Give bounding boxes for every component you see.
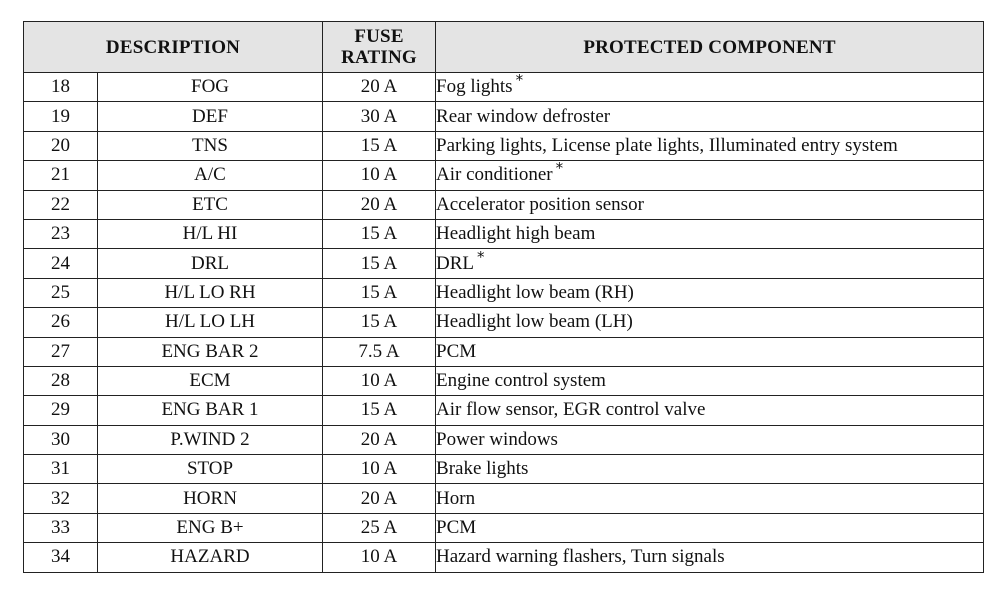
table-row <box>24 102 984 131</box>
protected-component-cell <box>436 366 984 395</box>
table-row <box>24 455 984 484</box>
table-row <box>24 161 984 190</box>
component-label: Headlight low beam (RH) <box>436 281 634 303</box>
component-label: Accelerator position sensor <box>436 193 644 215</box>
component-label: Brake lights <box>436 458 529 480</box>
fuse-number-cell: 34 <box>24 543 98 572</box>
fuse-description-cell: H/L HI <box>98 219 323 248</box>
table-row <box>24 249 984 278</box>
component-label: Hazard warning flashers, Turn signals <box>436 546 725 568</box>
protected-component-cell <box>436 278 984 307</box>
fuse-description-cell: TNS <box>98 131 323 160</box>
fuse-number-cell: 19 <box>24 102 98 131</box>
fuse-table <box>23 21 984 573</box>
component-label: Air conditioner <box>436 164 553 186</box>
fuse-rating-header <box>323 22 436 73</box>
fuse-rating-cell: 7.5 A <box>323 337 436 366</box>
fuse-description-cell: H/L LO LH <box>98 308 323 337</box>
component-label: Horn <box>436 487 476 509</box>
component-label: PCM <box>436 517 477 539</box>
table-row <box>24 219 984 248</box>
fuse-number-cell: 22 <box>24 190 98 219</box>
table-row <box>24 396 984 425</box>
component-label: Headlight high beam <box>436 223 596 245</box>
protected-component-cell <box>436 161 984 190</box>
fuse-number-cell: 26 <box>24 308 98 337</box>
table-row <box>24 366 984 395</box>
table-row <box>24 308 984 337</box>
fuse-number-cell: 24 <box>24 249 98 278</box>
protected-component-cell <box>436 337 984 366</box>
fuse-rating-cell: 10 A <box>323 455 436 484</box>
fuse-number-cell: 20 <box>24 131 98 160</box>
fuse-rating-cell: 15 A <box>323 249 436 278</box>
fuse-rating-header-line1: FUSE <box>354 26 404 47</box>
fuse-number-cell: 27 <box>24 337 98 366</box>
fuse-number-cell: 25 <box>24 278 98 307</box>
fuse-number-cell: 31 <box>24 455 98 484</box>
table-row <box>24 73 984 102</box>
fuse-description-cell: ENG B+ <box>98 513 323 542</box>
protected-component-cell <box>436 513 984 542</box>
fuse-rating-cell: 15 A <box>323 278 436 307</box>
description-header: DESCRIPTION <box>24 22 323 73</box>
protected-component-cell <box>436 190 984 219</box>
asterisk-icon: * <box>515 71 524 90</box>
component-label: DRL <box>436 252 475 274</box>
fuse-number-cell: 18 <box>24 73 98 102</box>
table-row <box>24 131 984 160</box>
fuse-description-cell: STOP <box>98 455 323 484</box>
fuse-rating-cell: 10 A <box>323 366 436 395</box>
component-label: Headlight low beam (LH) <box>436 311 633 333</box>
component-label: Engine control system <box>436 370 606 392</box>
fuse-table-body <box>24 73 984 573</box>
fuse-description-cell: H/L LO RH <box>98 278 323 307</box>
component-label: PCM <box>436 340 477 362</box>
table-row <box>24 513 984 542</box>
fuse-rating-cell: 30 A <box>323 102 436 131</box>
fuse-description-cell: FOG <box>98 73 323 102</box>
component-label: Air flow sensor, EGR control valve <box>436 399 706 421</box>
fuse-description-cell: P.WIND 2 <box>98 425 323 454</box>
fuse-rating-cell: 15 A <box>323 219 436 248</box>
protected-component-cell <box>436 102 984 131</box>
fuse-number-cell: 28 <box>24 366 98 395</box>
table-row <box>24 484 984 513</box>
fuse-number-cell: 23 <box>24 219 98 248</box>
fuse-description-cell: DRL <box>98 249 323 278</box>
protected-component-cell <box>436 308 984 337</box>
table-row <box>24 190 984 219</box>
protected-component-cell <box>436 73 984 102</box>
protected-component-cell <box>436 219 984 248</box>
fuse-description-cell: ENG BAR 2 <box>98 337 323 366</box>
protected-component-cell <box>436 425 984 454</box>
fuse-number-cell: 21 <box>24 161 98 190</box>
protected-component-cell <box>436 455 984 484</box>
component-label: Fog lights <box>436 76 513 98</box>
fuse-description-cell: HAZARD <box>98 543 323 572</box>
fuse-rating-cell: 10 A <box>323 543 436 572</box>
table-row <box>24 278 984 307</box>
fuse-rating-cell: 20 A <box>323 190 436 219</box>
table-row <box>24 337 984 366</box>
fuse-rating-cell: 15 A <box>323 396 436 425</box>
fuse-description-cell: ECM <box>98 366 323 395</box>
fuse-rating-cell: 20 A <box>323 425 436 454</box>
fuse-description-cell: ENG BAR 1 <box>98 396 323 425</box>
component-label: Rear window defroster <box>436 105 611 127</box>
fuse-number-cell: 32 <box>24 484 98 513</box>
protected-component-cell <box>436 249 984 278</box>
protected-component-cell <box>436 543 984 572</box>
protected-component-header: PROTECTED COMPONENT <box>436 22 984 73</box>
asterisk-icon: * <box>477 247 485 266</box>
protected-component-cell <box>436 131 984 160</box>
component-label: Power windows <box>436 428 558 450</box>
table-row <box>24 543 984 572</box>
fuse-rating-cell: 15 A <box>323 131 436 160</box>
fuse-rating-cell: 20 A <box>323 484 436 513</box>
fuse-description-cell: ETC <box>98 190 323 219</box>
table-row <box>24 425 984 454</box>
fuse-rating-header-line2: RATING <box>341 47 417 68</box>
fuse-description-cell: DEF <box>98 102 323 131</box>
protected-component-cell <box>436 396 984 425</box>
fuse-rating-cell: 20 A <box>323 73 436 102</box>
fuse-number-cell: 33 <box>24 513 98 542</box>
fuse-number-cell: 30 <box>24 425 98 454</box>
fuse-rating-cell: 25 A <box>323 513 436 542</box>
component-label: Parking lights, License plate lights, Illuminated entry system <box>436 134 898 156</box>
fuse-description-cell: HORN <box>98 484 323 513</box>
fuse-description-cell: A/C <box>98 161 323 190</box>
protected-component-cell <box>436 484 984 513</box>
fuse-rating-cell: 15 A <box>323 308 436 337</box>
header-row <box>24 22 984 73</box>
fuse-number-cell: 29 <box>24 396 98 425</box>
fuse-rating-cell: 10 A <box>323 161 436 190</box>
asterisk-icon: * <box>555 159 564 178</box>
